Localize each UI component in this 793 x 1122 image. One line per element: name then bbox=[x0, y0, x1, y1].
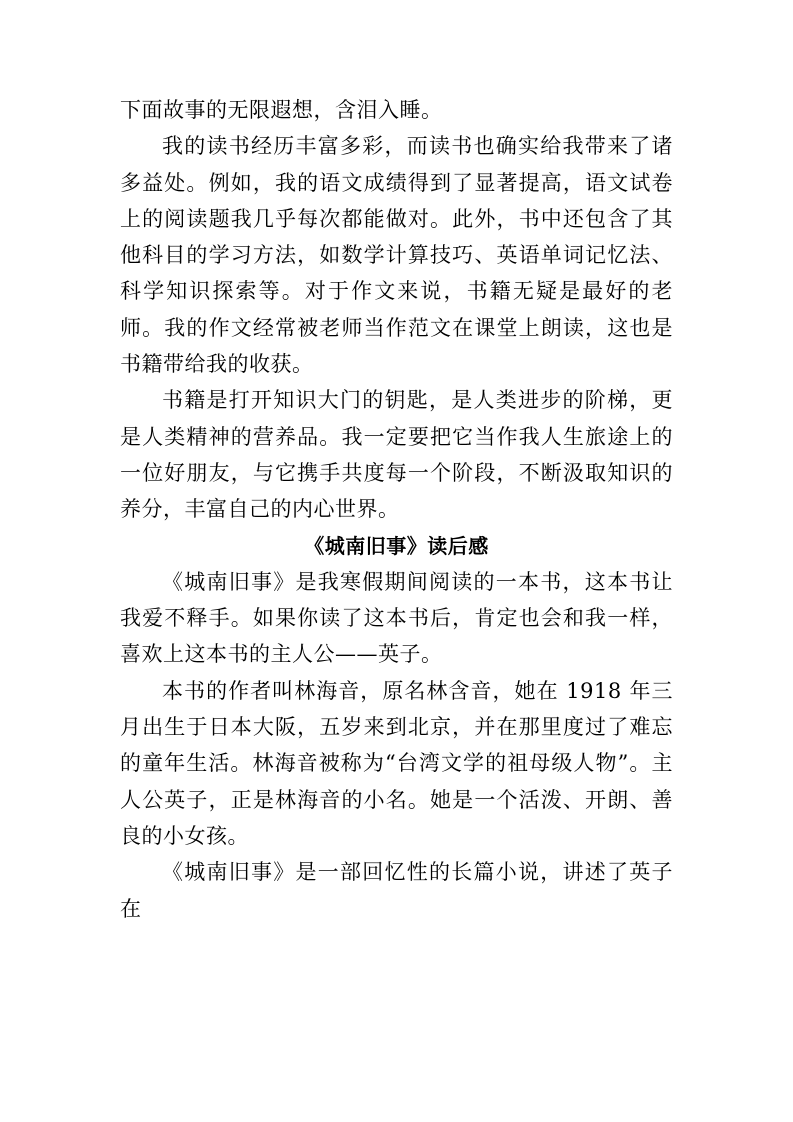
essay-title: 《城南旧事》读后感 bbox=[304, 533, 489, 558]
paragraph-intro: 《城南旧事》是我寒假期间阅读的一本书，这本书让我爱不释手。如果你读了这本书后，肯定也会和我一样，喜欢上这本书的主人公——英子。 bbox=[120, 569, 673, 667]
document-page bbox=[120, 92, 673, 927]
paragraph-summary: 《城南旧事》是一部回忆性的长篇小说，讲述了英子在 bbox=[120, 860, 673, 921]
paragraph-books-conclusion: 书籍是打开知识大门的钥匙，是人类进步的阶梯，更是人类精神的营养品。我一定要把它当作我人生旅途上的一位好朋友，与它携手共度每一个阶段，不断汲取知识的养分，丰富自己的内心世界。 bbox=[120, 388, 673, 522]
paragraph-author: 本书的作者叫林海音，原名林含音，她在 1918 年三月出生于日本大阪，五岁来到北京，并在那里度过了难忘的童年生活。林海音被称为“台湾文学的祖母级人物”。主人公英子，正是林海音的小名。她是一个活泼、开朗、善良的小女孩。 bbox=[120, 678, 673, 848]
paragraph-reading-benefits: 我的读书经历丰富多彩，而读书也确实给我带来了诸多益处。例如，我的语文成绩得到了显著提高，语文试卷上的阅读题我几乎每次都能做对。此外，书中还包含了其他科目的学习方法，如数学计算技巧、英语单词记忆法、科学知识探索等。对于作文来说，书籍无疑是最好的老师。我的作文经常被老师当作范文在课堂上朗读，这也是书籍带给我的收获。 bbox=[120, 134, 673, 377]
paragraph-continuation: 下面故事的无限遐想，含泪入睡。 bbox=[120, 98, 443, 122]
